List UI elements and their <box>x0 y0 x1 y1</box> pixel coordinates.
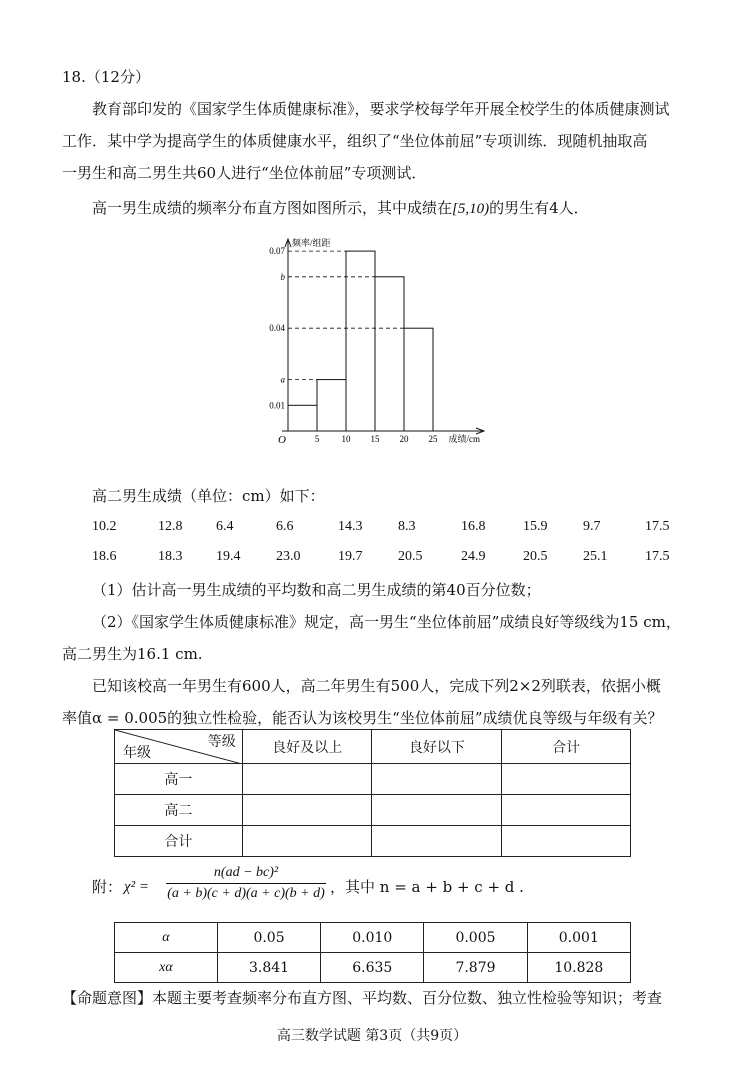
table-cell <box>372 826 502 857</box>
formula-numerator: n(ad − bc)² <box>213 865 279 880</box>
header-total: 合计 <box>502 730 631 764</box>
table-cell <box>502 764 631 795</box>
y-tick-label: 0.01 <box>269 400 285 411</box>
table-cell <box>242 795 372 826</box>
table-cell <box>242 764 372 795</box>
histogram-bar <box>346 251 375 431</box>
x-alpha-value: 7.879 <box>424 953 527 983</box>
table-cell <box>372 795 502 826</box>
intent-text: 【命题意图】本题主要考查频率分布直方图、平均数、百分位数、独立性检验等知识；考查 <box>62 989 663 1007</box>
x-tick-label: 5 <box>314 434 320 444</box>
q1-text: （1）估计高一男生成绩的平均数和高二男生成绩的第40百分位数； <box>92 581 541 599</box>
para2-pre: 高一男生成绩的频率分布直方图如图所示，其中成绩在 <box>92 199 453 217</box>
corner-top-label: 等级 <box>207 734 236 750</box>
corner-cell <box>115 730 243 764</box>
score-value: 20.5 <box>398 549 423 564</box>
page-footer: 高三数学试题 第3页（共9页） <box>276 1028 468 1044</box>
alpha-value: 0.005 <box>424 923 527 953</box>
critical-value-table <box>114 922 631 983</box>
para2-interval: [5,10) <box>452 201 490 217</box>
table-cell <box>502 795 631 826</box>
para1-line3: 一男生和高二男生共60人进行“坐位体前屈”专项测试． <box>62 164 427 182</box>
score-value: 12.8 <box>158 519 183 534</box>
y-tick-label: a <box>280 374 285 385</box>
x-alpha-value: 6.635 <box>321 953 424 983</box>
score-value: 16.8 <box>461 519 486 534</box>
score-value: 25.1 <box>583 549 608 564</box>
q2-line2: 高二男生为16.1 cm. <box>62 645 203 663</box>
alpha-label: α <box>115 923 218 953</box>
row-label-grade2: 高二 <box>115 795 243 826</box>
q3-line2: 率值α = 0.005的独立性检验，能否认为该校男生“坐位体前屈”成绩优良等级与年级有关？ <box>62 709 663 727</box>
row-label-total: 合计 <box>115 826 243 857</box>
q3-line1: 已知该校高一年男生有600人，高二年男生有500人，完成下列2×2列联表，依据小概 <box>92 677 661 695</box>
score-value: 14.3 <box>338 519 363 534</box>
row-label-grade1: 高一 <box>115 764 243 795</box>
x-alpha-label: xα <box>115 953 218 983</box>
x-alpha-value: 3.841 <box>217 953 320 983</box>
score-value: 9.7 <box>583 519 601 534</box>
alpha-value: 0.001 <box>527 923 630 953</box>
score-value: 20.5 <box>523 549 548 564</box>
header-good: 良好及以上 <box>242 730 372 764</box>
formula-prefix: 附： <box>92 878 123 896</box>
contingency-table <box>114 729 631 857</box>
alpha-value: 0.05 <box>217 923 320 953</box>
score-value: 18.3 <box>158 549 183 564</box>
para2 <box>92 198 589 219</box>
score-value: 10.2 <box>92 519 117 534</box>
score-value: 19.4 <box>216 549 241 564</box>
origin-label: O <box>278 434 286 446</box>
alpha-value: 0.010 <box>321 923 424 953</box>
histogram-bar <box>375 277 404 431</box>
x-tick-label: 25 <box>428 434 438 444</box>
histogram-bar <box>317 380 346 431</box>
para2-post: 的男生有4人． <box>489 199 589 217</box>
score-value: 17.5 <box>645 549 670 564</box>
score-value: 19.7 <box>338 549 363 564</box>
score-value: 24.9 <box>461 549 486 564</box>
fraction-bar <box>166 883 326 884</box>
grade2-intro: 高二男生成绩（单位：cm）如下： <box>92 487 325 505</box>
histogram-marks <box>269 237 484 446</box>
x-alpha-value: 10.828 <box>527 953 630 983</box>
score-value: 18.6 <box>92 549 117 564</box>
score-value: 17.5 <box>645 519 670 534</box>
y-tick-label: 0.04 <box>269 323 285 334</box>
formula-suffix: ，其中 n = a + b + c + d . <box>330 878 524 896</box>
score-value: 6.4 <box>216 519 234 534</box>
header-below: 良好以下 <box>372 730 502 764</box>
x-tick-label: 20 <box>399 434 409 444</box>
histogram-bar <box>404 328 433 431</box>
formula-lhs: χ² = <box>124 879 149 895</box>
table-cell <box>502 826 631 857</box>
corner-bottom-label: 年级 <box>123 745 151 761</box>
x-tick-label: 10 <box>341 434 351 444</box>
table-cell <box>242 826 372 857</box>
score-value: 8.3 <box>398 519 416 534</box>
score-value: 15.9 <box>523 519 548 534</box>
question-number: 18.（12分） <box>62 68 150 86</box>
formula-fraction <box>166 864 326 903</box>
table-cell <box>372 764 502 795</box>
q2-line1: （2）《国家学生体质健康标准》规定，高一男生“坐位体前屈”成绩良好等级线为15 cm， <box>92 613 681 631</box>
x-tick-label: 15 <box>370 434 380 444</box>
x-axis-label: 成绩/cm <box>448 434 480 444</box>
y-axis-label: 频率/组距 <box>292 238 331 248</box>
histogram-bar <box>288 405 317 431</box>
y-tick-label: b <box>280 271 285 282</box>
frequency-histogram <box>262 233 494 473</box>
score-value: 23.0 <box>276 549 301 564</box>
formula-denominator: (a + b)(c + d)(a + c)(b + d) <box>167 886 325 901</box>
para1-line2: 工作．某中学为提高学生的体质健康水平，组织了“坐位体前屈”专项训练．现随机抽取高 <box>62 132 648 150</box>
y-tick-label: 0.07 <box>269 246 285 257</box>
score-value: 6.6 <box>276 519 294 534</box>
para1-line1: 教育部印发的《国家学生体质健康标准》，要求学校每学年开展全校学生的体质健康测试 <box>92 100 670 118</box>
